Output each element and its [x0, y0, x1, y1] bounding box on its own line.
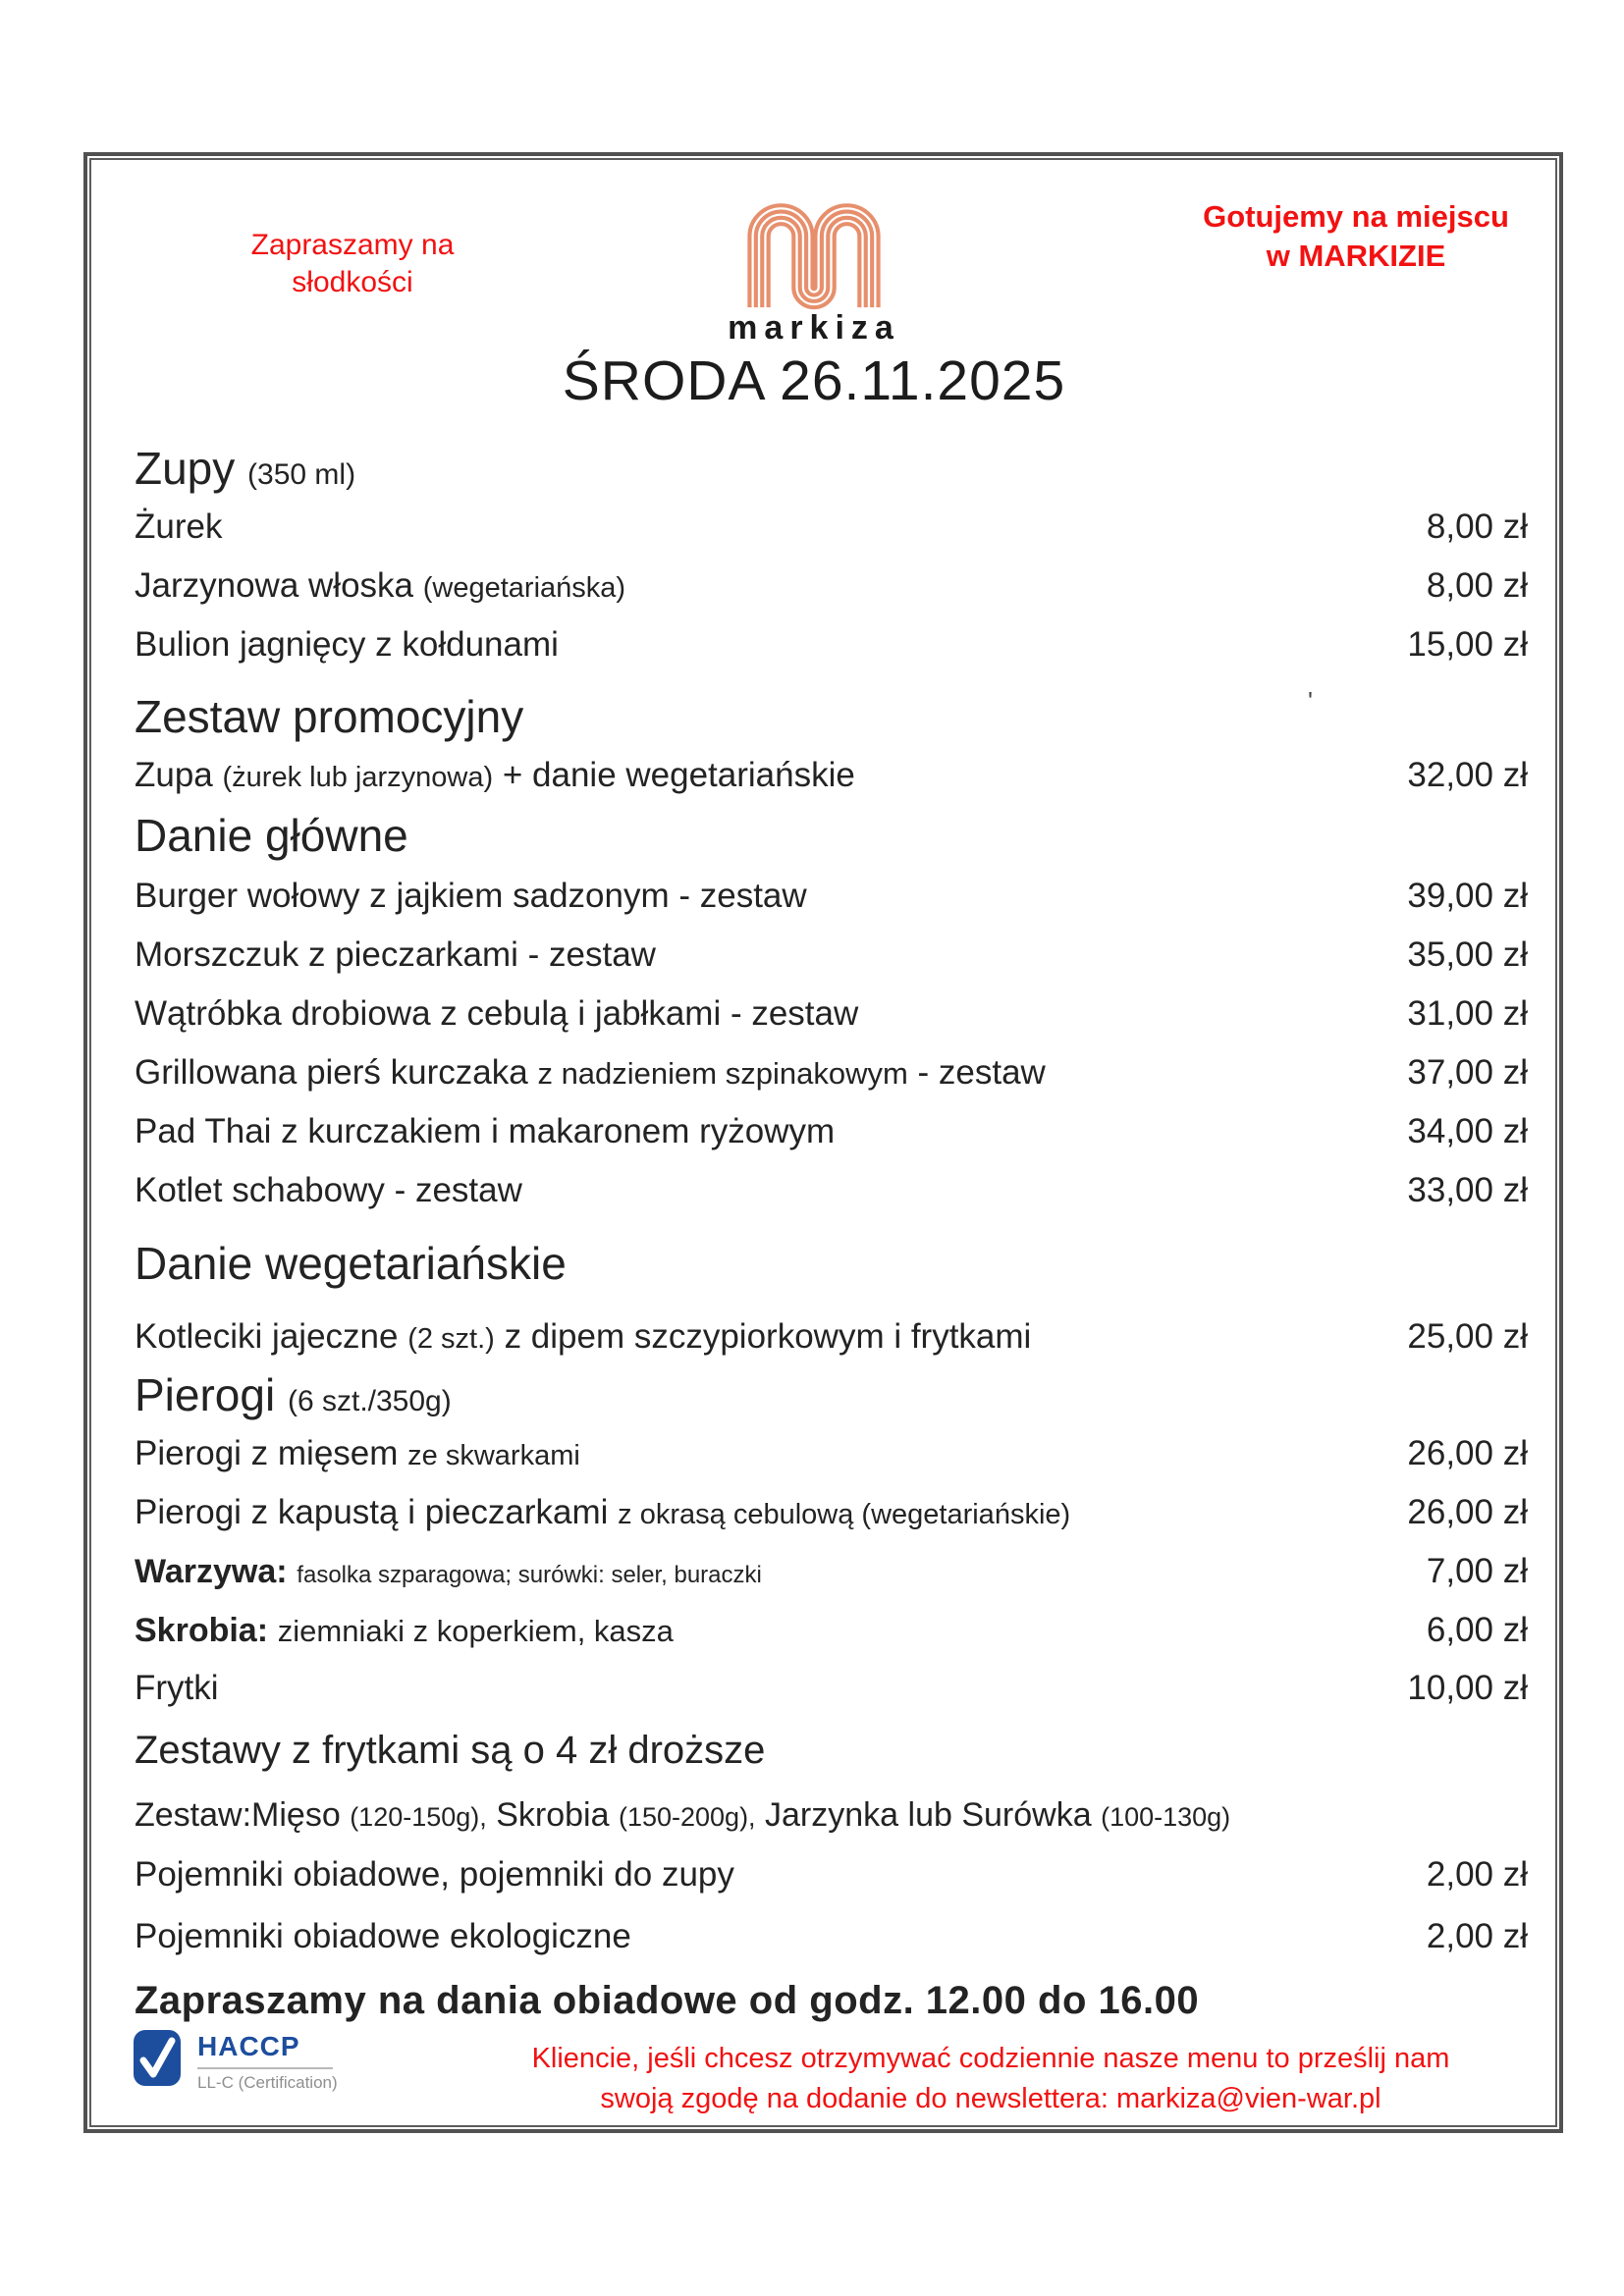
item-name: Pojemniki obiadowe ekologiczne [135, 1917, 631, 1955]
section-heading-label: Pierogi [135, 1369, 276, 1420]
item-name: Frytki [135, 1669, 219, 1707]
item-price: 15,00 zł [1407, 625, 1528, 664]
menu-item-row [135, 746, 1528, 805]
item-name-detail: (żurek lub jarzynowa) [222, 762, 494, 793]
surcharge-note [135, 1716, 1528, 1785]
item-name: Pojemniki obiadowe, pojemniki do zupy [135, 1855, 734, 1894]
menu-content [87, 156, 1559, 2129]
section-heading-label: Zupy [135, 443, 236, 494]
section-heading-label: Zestaw promocyjny [135, 691, 524, 742]
section-heading-label: Danie wegetariańskie [135, 1238, 567, 1289]
set-part-weight: (120-150g), [350, 1802, 487, 1832]
item-price: 10,00 zł [1407, 1669, 1528, 1707]
item-price: 26,00 zł [1407, 1434, 1528, 1472]
menu-item-row [135, 1483, 1528, 1542]
menu-item-row [135, 867, 1528, 926]
newsletter-note [402, 2039, 1580, 2119]
opening-hours-text: Zapraszamy na dania obiadowe od godz. 12.00 do 16.00 [135, 1979, 1200, 2022]
item-name: Wątróbka drobiowa z cebulą i jabłkami - zestaw [135, 994, 859, 1033]
item-name-tail: + danie wegetariańskie [502, 756, 855, 794]
sweets-note-line1: Zapraszamy na [250, 229, 455, 261]
item-name-detail: fasolka szparagowa; surówki: seler, buraczki [297, 1562, 762, 1588]
set-part-weight: (100-130g) [1101, 1802, 1231, 1832]
menu-item-row [135, 1846, 1528, 1902]
set-part-weight: (150-200g), [618, 1802, 756, 1832]
menu-item-row [135, 1102, 1528, 1161]
newsletter-line1: Kliencie, jeśli chcesz otrzymywać codziennie nasze menu to prześlij nam [531, 2043, 1450, 2074]
item-name-detail: ze skwarkami [407, 1440, 580, 1471]
set-part: Zestaw:Mięso [135, 1796, 341, 1834]
set-part: Jarzynka lub Surówka [765, 1796, 1092, 1834]
item-name: Zupa [135, 756, 213, 794]
menu-item-row [135, 1424, 1528, 1483]
item-price: 31,00 zł [1407, 994, 1528, 1033]
section-heading-label: Danie główne [135, 810, 408, 861]
item-price: 32,00 zł [1407, 756, 1528, 794]
item-name-detail: ziemniaki z koperkiem, kasza [277, 1614, 674, 1648]
item-name: Skrobia: [135, 1612, 269, 1649]
item-price: 25,00 zł [1407, 1317, 1528, 1356]
section-heading-danie-wegetarianskie [135, 1234, 1528, 1308]
stray-mark: ' [1308, 686, 1313, 716]
menu-item-row [135, 1542, 1528, 1601]
item-name: Kotlet schabowy - zestaw [135, 1171, 522, 1209]
item-name: Warzywa: [135, 1553, 288, 1590]
cooked-on-site-line2: w MARKIZIE [1266, 239, 1446, 273]
item-name: Pierogi z mięsem [135, 1434, 399, 1472]
item-price: 6,00 zł [1426, 1611, 1528, 1649]
item-price: 2,00 zł [1426, 1917, 1528, 1955]
newsletter-line2: swoją zgodę na dodanie do newslettera: markiza@vien-war.pl [600, 2083, 1381, 2114]
menu-item-row [135, 557, 1528, 615]
item-price: 39,00 zł [1407, 877, 1528, 915]
item-name: Pierogi z kapustą i pieczarkami [135, 1493, 609, 1531]
item-name-tail: z dipem szczypiorkowym i frytkami [504, 1317, 1032, 1356]
item-name: Jarzynowa włoska [135, 566, 413, 605]
item-name-detail: (2 szt.) [407, 1323, 495, 1355]
item-price: 33,00 zł [1407, 1171, 1528, 1209]
item-name-detail: (wegetariańska) [422, 572, 626, 604]
menu-item-row [135, 1308, 1528, 1365]
section-heading-zestaw-promocyjny [135, 687, 1528, 746]
section-heading-pierogi [135, 1365, 1528, 1424]
menu-item-row [135, 1601, 1528, 1660]
item-price: 2,00 zł [1426, 1855, 1528, 1894]
item-name-detail: z okrasą cebulową (wegetariańskie) [618, 1499, 1071, 1530]
menu-item-row [135, 1161, 1528, 1220]
menu-item-row [135, 1043, 1528, 1102]
haccp-label: HACCP [197, 2031, 300, 2061]
markiza-logo-wordmark: markiza [728, 309, 900, 347]
item-price: 26,00 zł [1407, 1493, 1528, 1531]
menu-item-row [135, 498, 1528, 557]
item-name-tail: - zestaw [917, 1053, 1046, 1092]
menu-date-title: ŚRODA 26.11.2025 [562, 349, 1066, 412]
set-composition-note [135, 1785, 1528, 1846]
section-heading-note: (350 ml) [247, 458, 356, 491]
menu-card-frame [83, 152, 1563, 2133]
item-price: 7,00 zł [1426, 1552, 1528, 1590]
haccp-divider [197, 2067, 333, 2069]
item-price: 34,00 zł [1407, 1112, 1528, 1150]
menu-item-row [135, 926, 1528, 985]
set-part: Skrobia [496, 1796, 610, 1834]
item-price: 37,00 zł [1407, 1053, 1528, 1092]
item-name-detail: z nadzieniem szpinakowym [537, 1056, 908, 1091]
cooked-on-site-line1: Gotujemy na miejscu [1203, 199, 1509, 234]
item-name: Pad Thai z kurczakiem i makaronem ryżowym [135, 1112, 836, 1150]
item-name: Morszczuk z pieczarkami - zestaw [135, 935, 656, 974]
haccp-text-block [197, 2029, 338, 2093]
item-price: 8,00 zł [1426, 507, 1528, 546]
sweets-note-line2: słodkości [292, 266, 413, 298]
section-heading-zupy [135, 439, 1528, 498]
section-heading-note: (6 szt./350g) [287, 1385, 452, 1417]
menu-item-row [135, 1660, 1528, 1716]
item-name: Kotleciki jajeczne [135, 1317, 399, 1356]
menu-item-row [135, 1902, 1528, 1971]
item-name: Grillowana pierś kurczaka [135, 1053, 528, 1092]
section-heading-danie-glowne [135, 805, 1528, 867]
menu-item-row [135, 615, 1528, 674]
opening-hours-note [135, 1971, 1528, 2030]
haccp-certifier-label: LL-C (Certification) [197, 2073, 338, 2092]
item-price: 35,00 zł [1407, 935, 1528, 974]
haccp-check-icon [133, 2029, 182, 2088]
menu-item-row [135, 985, 1528, 1043]
item-name: Żurek [135, 507, 223, 546]
item-name: Bulion jagnięcy z kołdunami [135, 625, 559, 664]
item-price: 8,00 zł [1426, 566, 1528, 605]
surcharge-note-text: Zestawy z frytkami są o 4 zł droższe [135, 1729, 766, 1772]
item-name: Burger wołowy z jajkiem sadzonym - zestaw [135, 877, 807, 915]
haccp-certification [133, 2029, 338, 2093]
